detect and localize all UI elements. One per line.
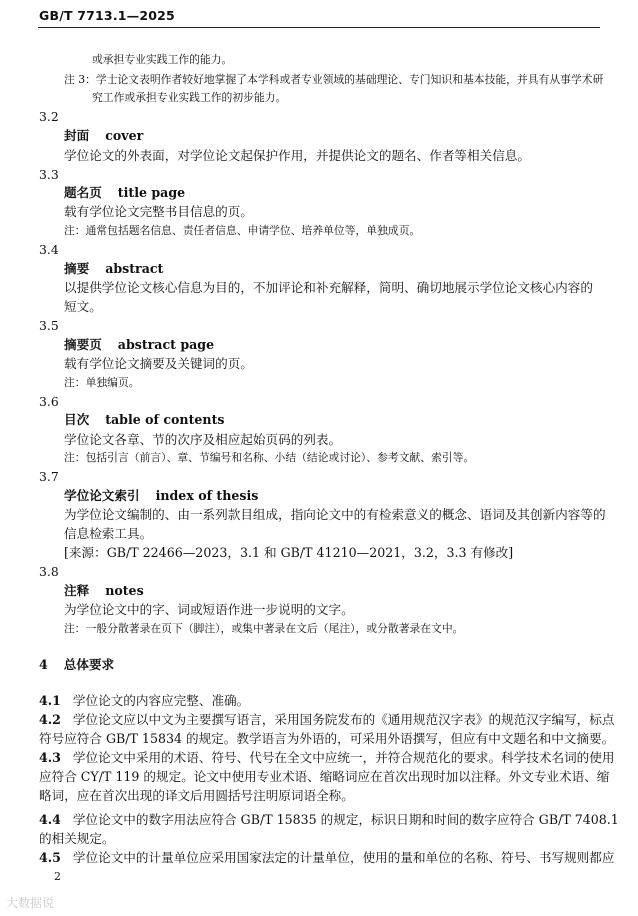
term-heading xyxy=(64,263,163,276)
clause-number: 3.6 xyxy=(39,394,59,409)
term-heading xyxy=(64,490,258,503)
clause-number: 3.8 xyxy=(39,564,59,579)
term-heading xyxy=(64,339,214,352)
clause-number: 4.1 xyxy=(39,693,61,708)
term-zh: 目次 xyxy=(64,412,90,427)
note: 注：单独编页。 xyxy=(64,376,140,389)
chapter-number: 4 xyxy=(39,657,48,672)
clause-number: 4.5 xyxy=(39,850,61,865)
definition-continuation: 信息检索工具。 xyxy=(64,526,153,541)
clause-text-continuation: 的相关规定。 xyxy=(39,831,115,846)
note: 注：包括引言（前言）、章、节编号和名称、小结（结论或讨论）、参考文献、索引等。 xyxy=(64,451,475,464)
clause-number: 4.4 xyxy=(39,812,61,827)
term-zh: 学位论文索引 xyxy=(64,488,140,503)
clause-text-continuation: 应符合 CY/T 119 的规定。论文中使用专业术语、缩略词应在首次出现时加以注释。外文专业术语、缩 xyxy=(39,769,610,784)
clause-text-continuation: 符号应符合 GB/T 15834 的规定。教学语言为外语的，可采用外语撰写，但应有中文题名和中文摘要。 xyxy=(39,731,615,746)
definition: 以提供学位论文核心信息为目的，不加评论和补充解释，简明、确切地展示学位论文核心内容的 xyxy=(64,280,593,295)
clause-number: 3.5 xyxy=(39,318,59,333)
chapter-heading xyxy=(39,659,114,672)
term-zh: 摘要页 xyxy=(64,337,102,352)
term-zh: 封面 xyxy=(64,128,90,143)
term-en: table of contents xyxy=(105,412,225,427)
document-code: GB/T 7713.1—2025 xyxy=(39,8,175,23)
term-heading xyxy=(64,187,185,200)
term-zh: 题名页 xyxy=(64,185,102,200)
definition: 载有学位论文摘要及关键词的页。 xyxy=(64,356,253,371)
term-en: title page xyxy=(117,185,186,200)
clause-4-1 xyxy=(39,695,249,708)
clause-number: 4.3 xyxy=(39,750,61,765)
term-en: notes xyxy=(105,583,144,598)
clause-text: 学位论文中采用的术语、符号、代号在全文中应统一，并符合规范化的要求。科学技术名词的使用 xyxy=(72,750,615,765)
definition: 为学位论文中的字、词或短语作进一步说明的文字。 xyxy=(64,602,354,617)
watermark: 大数据说 xyxy=(6,896,55,910)
note-continuation: 或承担专业实践工作的能力。 xyxy=(92,53,233,66)
page-number: 2 xyxy=(54,870,61,883)
term-en: index of thesis xyxy=(155,488,259,503)
clause-text: 学位论文中的计量单位应采用国家法定的计量单位，使用的量和单位的名称、符号、书写规则都应 xyxy=(72,850,615,865)
clause-text-continuation: 略词，应在首次出现的译文后用圆括号注明原词语全称。 xyxy=(39,788,354,803)
clause-4-3 xyxy=(39,752,614,765)
clause-4-2 xyxy=(39,714,614,727)
definition: 载有学位论文完整书目信息的页。 xyxy=(64,204,253,219)
term-en: cover xyxy=(105,128,144,143)
chapter-title: 总体要求 xyxy=(63,657,115,672)
definition: 为学位论文编制的、由一系列款目组成，指向论文中的有检索意义的概念、语词及其创新内容等的 xyxy=(64,507,606,522)
definition: 学位论文的外表面，对学位论文起保护作用，并提供论文的题名、作者等相关信息。 xyxy=(64,148,530,163)
term-en: abstract page xyxy=(117,337,215,352)
clause-number: 3.2 xyxy=(39,109,59,124)
header-rule xyxy=(38,27,600,28)
note: 注：通常包括题名信息、责任者信息、申请学位、培养单位等，单独成页。 xyxy=(64,224,421,237)
clause-number: 3.4 xyxy=(39,242,59,257)
clause-number: 3.3 xyxy=(39,167,59,182)
term-zh: 注释 xyxy=(64,583,90,598)
term-heading xyxy=(64,414,224,427)
clause-number: 3.7 xyxy=(39,469,59,484)
source-note: [来源：GB/T 22466—2023，3.1 和 GB/T 41210—2021，3.2，3.3 有修改] xyxy=(64,545,514,560)
clause-number: 4.2 xyxy=(39,712,61,727)
term-en: abstract xyxy=(105,261,164,276)
clause-text: 学位论文中的数字用法应符合 GB/T 15835 的规定，标识日期和时间的数字应符合 GB/T 7408.1 xyxy=(72,812,619,827)
note-3-continuation: 究工作或承担专业实践工作的初步能力。 xyxy=(92,91,287,104)
clause-4-5 xyxy=(39,852,614,865)
clause-text: 学位论文应以中文为主要撰写语言，采用国务院发布的《通用规范汉字表》的规范汉字编写，标点 xyxy=(72,712,615,727)
definition-continuation: 短文。 xyxy=(64,299,102,314)
definition: 学位论文各章、节的次序及相应起始页码的列表。 xyxy=(64,432,342,447)
clause-4-4 xyxy=(39,814,619,827)
term-heading xyxy=(64,585,144,598)
term-heading xyxy=(64,130,143,143)
term-zh: 摘要 xyxy=(64,261,90,276)
note: 注：一般分散著录在页下（脚注），或集中著录在文后（尾注），或分散著录在文中。 xyxy=(64,622,464,635)
note-3: 注 3：学士论文表明作者较好地掌握了本学科或者专业领域的基础理论、专门知识和基本技能，并具有从事学术研 xyxy=(64,73,604,86)
clause-text: 学位论文的内容应完整、准确。 xyxy=(72,693,250,708)
